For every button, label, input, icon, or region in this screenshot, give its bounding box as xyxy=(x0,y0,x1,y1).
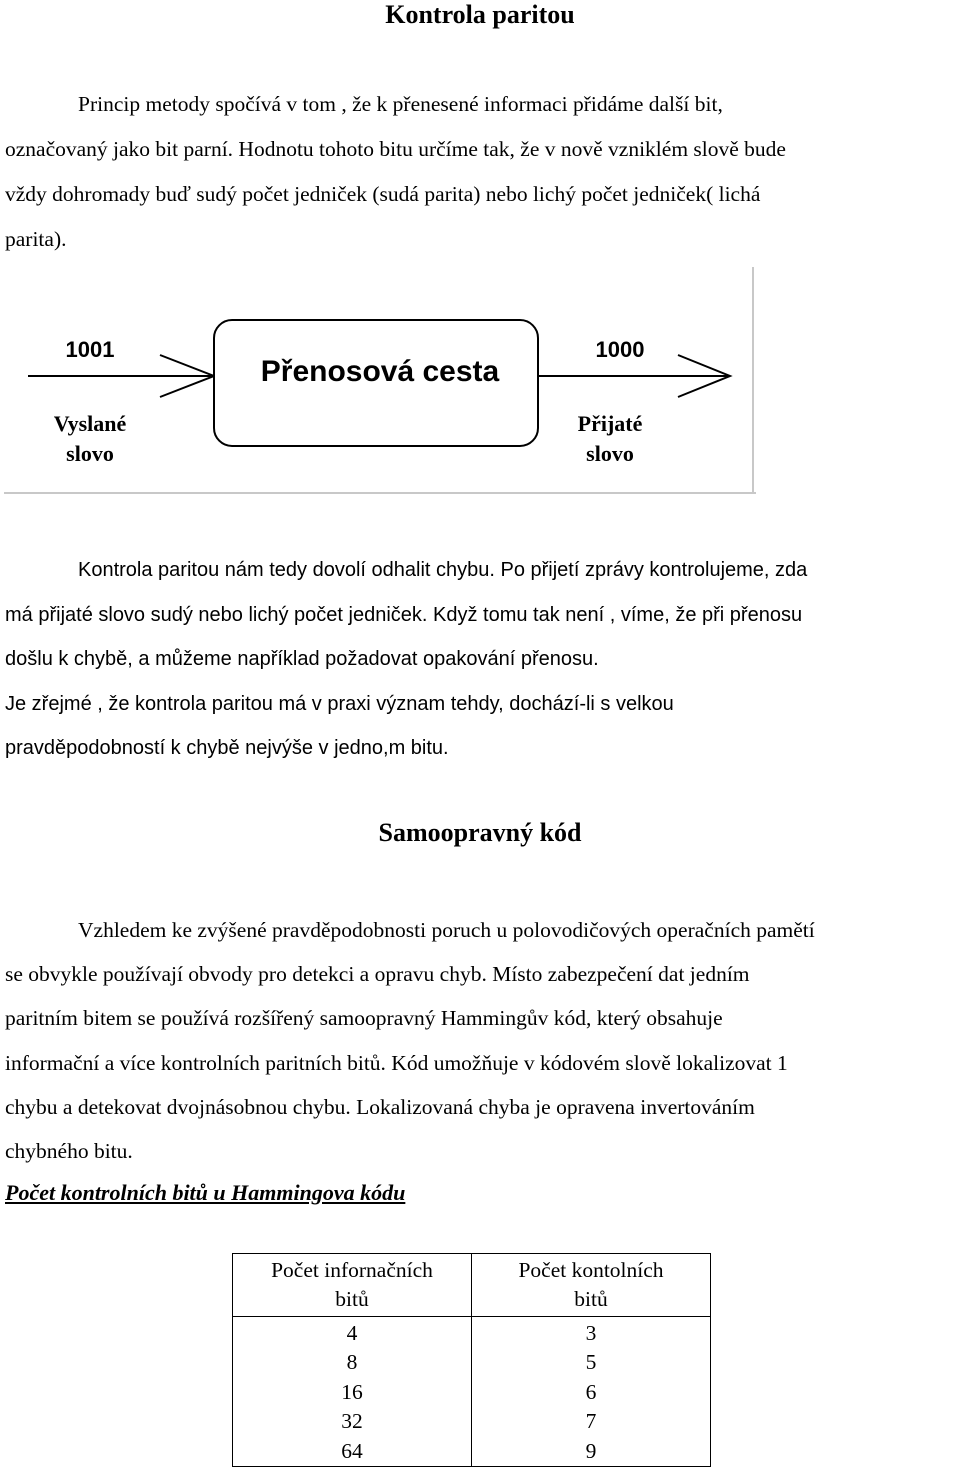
info-bits-value: 32 xyxy=(341,1409,363,1434)
info-bits-value: 64 xyxy=(341,1438,363,1463)
check-bits-value: 7 xyxy=(585,1409,597,1434)
sent-label-1: Vyslané xyxy=(53,411,127,436)
check-bits-value: 3 xyxy=(585,1321,597,1345)
info-bits-value: 16 xyxy=(341,1379,363,1404)
text-line: chybu a detekovat dvojnásobnou chybu. Lokalizovaná chyba je opravena invertováním xyxy=(5,1094,755,1119)
hamming-table xyxy=(232,1253,711,1467)
text-line: Princip metody spočívá v tom , že k přenesené informaci přidáme další bit, xyxy=(78,92,723,116)
input-arrow xyxy=(28,355,214,397)
intro-paragraph xyxy=(5,82,955,262)
received-label-2: slovo xyxy=(586,441,634,466)
hamming-paragraph xyxy=(5,908,955,1173)
text-line: vždy dohromady buď sudý počet jedniček (sudá parita) nebo lichý počet jedniček( lichá xyxy=(5,182,761,206)
text-line: Kontrola paritou nám tedy dovolí odhalit chybu. Po přijetí zprávy kontrolujeme, zda xyxy=(78,559,808,581)
text-line: informační a více kontrolních paritních bitů. Kód umožňuje v kódovém slově lokalizovat 1 xyxy=(5,1050,788,1075)
text-line: chybného bitu. xyxy=(5,1139,133,1164)
info-bits-value: 8 xyxy=(346,1350,358,1375)
check-bits-value: 5 xyxy=(585,1350,597,1375)
text-line: parita). xyxy=(5,227,67,251)
column-header-info-bits: Počet infornačních bitů xyxy=(233,1254,472,1317)
table-heading: Počet kontrolních bitů u Hammingova kódu xyxy=(5,1180,406,1205)
table-row xyxy=(233,1317,711,1467)
table-header-row xyxy=(233,1254,711,1317)
text-line: paritním bitem se používá rozšířený samoopravný Hammingův kód, který obsahuje xyxy=(5,1006,723,1031)
info-bits-value: 4 xyxy=(346,1321,358,1345)
received-label-1: Přijaté xyxy=(577,411,643,436)
channel-label: Přenosová cesta xyxy=(260,355,500,388)
check-bits-value: 9 xyxy=(585,1438,597,1463)
received-value: 1000 xyxy=(595,337,645,362)
text-line: pravděpodobností k chybě nejvýše v jedno,m bitu. xyxy=(5,737,449,759)
sent-label-2: slovo xyxy=(66,441,114,466)
section-title: Samoopravný kód xyxy=(378,818,582,847)
info-bits-cell xyxy=(233,1317,472,1467)
column-header-check-bits: Počet kontolních bitů xyxy=(472,1254,711,1317)
text-line: označovaný jako bit parní. Hodnotu tohoto bitu určíme tak, že v nově vzniklém slově bude xyxy=(5,137,786,161)
text-line: Vzhledem ke zvýšené pravděpodobnosti poruch u polovodičových operačních pamětí xyxy=(78,918,815,942)
sent-value: 1001 xyxy=(65,337,115,362)
page-title: Kontrola paritou xyxy=(385,0,575,29)
text-line: má přijaté slovo sudý nebo lichý počet jedniček. Když tomu tak není , víme, že při přenosu xyxy=(5,603,803,626)
check-bits-value: 6 xyxy=(585,1379,597,1404)
text-line: Je zřejmé , že kontrola paritou má v praxi význam tehdy, dochází-li s velkou xyxy=(5,692,674,715)
check-bits-cell xyxy=(472,1317,711,1467)
text-line: se obvykle používají obvody pro detekci a opravu chyb. Místo zabezpečení dat jedním xyxy=(5,962,750,987)
text-line: došlu k chybě, a můžeme například požadovat opakování přenosu. xyxy=(5,648,599,670)
parity-explanation xyxy=(5,548,955,771)
parity-diagram xyxy=(4,265,756,497)
